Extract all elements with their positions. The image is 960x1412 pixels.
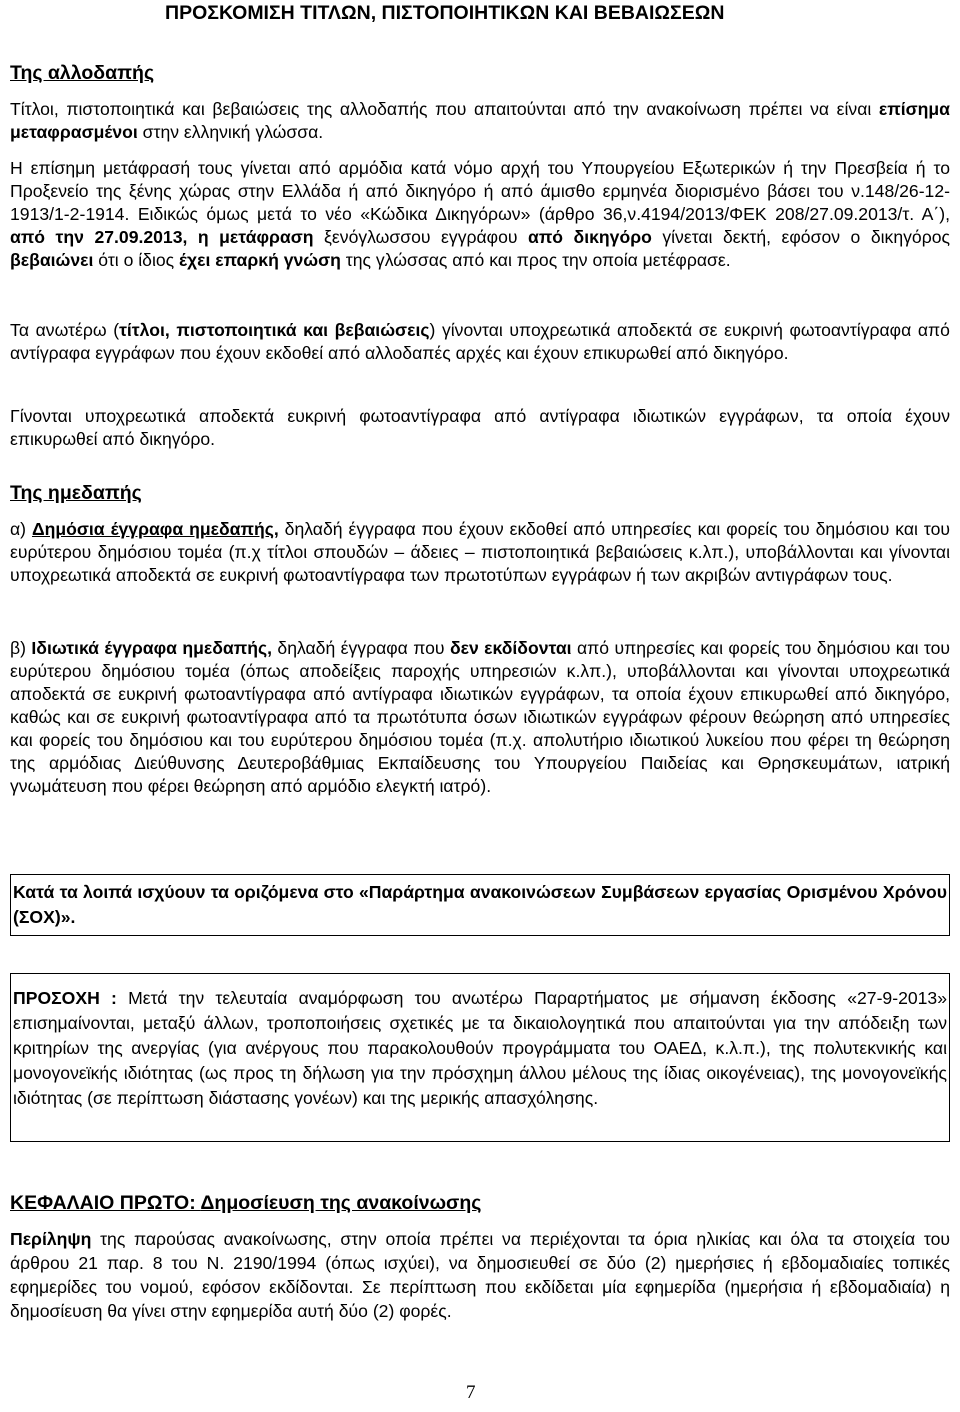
notice-text: Κατά τα λοιπά ισχύουν τα οριζόμενα στο «Παράρτημα ανακοινώσεων Συμβάσεων εργασίας Ορισμένου Χρόνου (ΣΟΧ)». [13,882,947,927]
paragraph-summary: Περίληψη της παρούσας ανακοίνωσης, στην οποία πρέπει να περιέχονται τα όρια ηλικίας και όλα τα στοιχεία του άρθρου 21 παρ. 8 του Ν. 2190/1994 (όπως ισχύει), να δημοσιευθεί σε δύο (2) ημερήσιες ή εβδομαδιαίες τοπικές εφημερίδες του νομού, εφόσον εκδίδονται. Σε περίπτωση που εκδίδεται μία εφημερίδα (ημερήσια ή εβδομαδιαία) η δημοσίευση θα γίνει στην εφημερίδα αυτή δύο (2) φορές. [10,1229,950,1321]
summary-label: Περίληψη [10,1229,92,1249]
paragraph-official-translation: Η επίσημη μετάφρασή τους γίνεται από αρμόδια κατά νόμο αρχή του Υπουργείου Εξωτερικών ή την Πρεσβεία ή το Προξενείο της ξένης χώρας στην Ελλάδα ή από δικηγόρο ή από άμισθο ερμηνέα διορισμένο βάσει του ν.148/26-12-1913/1-2-1914. Ειδικώς όμως μετά το νέο «Κώδικα Δικηγόρων» (άρθρο 36,ν.4194/2013/ΦΕΚ 208/27.09.2013/τ. Α΄), από την 27.09.2013, η μετάφραση ξενόγλωσσου εγγράφου από δικηγόρο γίνεται δεκτή, εφόσον ο δικηγόρος βεβαιώνει ότι ο ίδιος έχει επαρκή γνώση της γλώσσας από και προς την οποία μετέφρασε. [10,158,950,270]
attention-text: ΠΡΟΣΟΧΗ : Μετά την τελευταία αναμόρφωση του ανωτέρω Παραρτήματος με σήμανση έκδοσης «27-9-2013» επισημαίνονται, μεταξύ άλλων, τροποποιήσεις σχετικές με τα δικαιολογητικά που απαιτούνται για την απόδειξη των κριτηρίων της ανεργίας (για ανέργους που παρακολουθούν προγράμματα του ΟΑΕΔ, κ.λ.π.), της πολυτεκνικής και μονογονεϊκής ιδιότητας (ως προς τη δήλωση για την πρόσχημη άλλου μέλους της ίδιας οικογένειας), της μονογονεϊκής ιδιότητας (σε περίπτωση διάστασης γονέων) και της μερικής απασχόλησης. [13,988,947,1108]
paragraph-foreign-translation: Τίτλοι, πιστοποιητικά και βεβαιώσεις της αλλοδαπής που απαιτούνται από την ανακοίνωση πρέπει να είναι επίσημα μεταφρασμένοι στην ελληνική γλώσσα. [10,99,950,142]
paragraph-private-documents: β) Ιδιωτικά έγγραφα ημεδαπής, δηλαδή έγγραφα που δεν εκδίδονται από υπηρεσίες και φορείς του δημόσιου και του ευρύτερου δημόσιου τομέα (όπως αποδείξεις παροχής υπηρεσιών κ.λπ.), υποβάλλονται και γίνονται υποχρεωτικά αποδεκτά σε ευκρινή φωτοαντίγραφα από αντίγραφα ιδιωτικών εγγράφων, τα οποία έχουν επικυρωθεί από δικηγόρο, καθώς και σε ευκρινή φωτοαντίγραφα από τα πρωτότυπα όσων ιδιωτικών εγγράφων φέρουν θεώρηση από υπηρεσίες και φορείς του δημόσιου και του ευρύτερου δημόσιου τομέα (π.χ. απολυτήριο ιδιωτικού λυκείου που φέρει τη θεώρηση της αρμόδιας Διεύθυνσης Δευτεροβάθμιας Εκπαίδευσης του Υπουργείου Παιδείας και Θρησκευμάτων, ιατρική γνωμάτευση που φέρει θεώρηση από αρμόδιο ελεγκτή ιατρό). [10,638,950,796]
attention-box [10,973,950,1142]
chapter-heading: ΚΕΦΑΛΑΙΟ ΠΡΩΤΟ: Δημοσίευση της ανακοίνωσης [10,1192,482,1214]
paragraph-accepted-copies: Τα ανωτέρω (τίτλοι, πιστοποιητικά και βεβαιώσεις) γίνονται υποχρεωτικά αποδεκτά σε ευκρινή φωτοαντίγραφα από αντίγραφα εγγράφων που έχουν εκδοθεί από αλλοδαπές αρχές και έχουν επικυρωθεί από δικηγόρο. [10,320,950,363]
attention-label: ΠΡΟΣΟΧΗ : [13,988,117,1008]
notice-box [10,874,950,936]
page-title: ΠΡΟΣΚΟΜΙΣΗ ΤΙΤΛΩΝ, ΠΙΣΤΟΠΟΙΗΤΙΚΩΝ ΚΑΙ ΒΕΒΑΙΩΣΕΩΝ [165,2,725,24]
paragraph-private-copies: Γίνονται υποχρεωτικά αποδεκτά ευκρινή φωτοαντίγραφα από αντίγραφα ιδιωτικών εγγράφων, τα οποία έχουν επικυρωθεί από δικηγόρο. [10,406,950,449]
heading-domestic: Της ημεδαπής [10,482,142,504]
heading-foreign: Της αλλοδαπής [10,62,155,84]
page-number: 7 [466,1382,476,1403]
paragraph-public-documents: α) Δημόσια έγγραφα ημεδαπής, δηλαδή έγγραφα που έχουν εκδοθεί από υπηρεσίες και φορείς του δημόσιου και του ευρύτερου δημόσιου τομέα (π.χ τίτλοι σπουδών – άδειες – πιστοποιητικά βεβαιώσεις κ.λπ.), υποβάλλονται και γίνονται υποχρεωτικά αποδεκτά σε ευκρινή φωτοαντίγραφα των πρωτοτύπων εγγράφων ή των ακριβών αντιγράφων τους. [10,519,950,585]
